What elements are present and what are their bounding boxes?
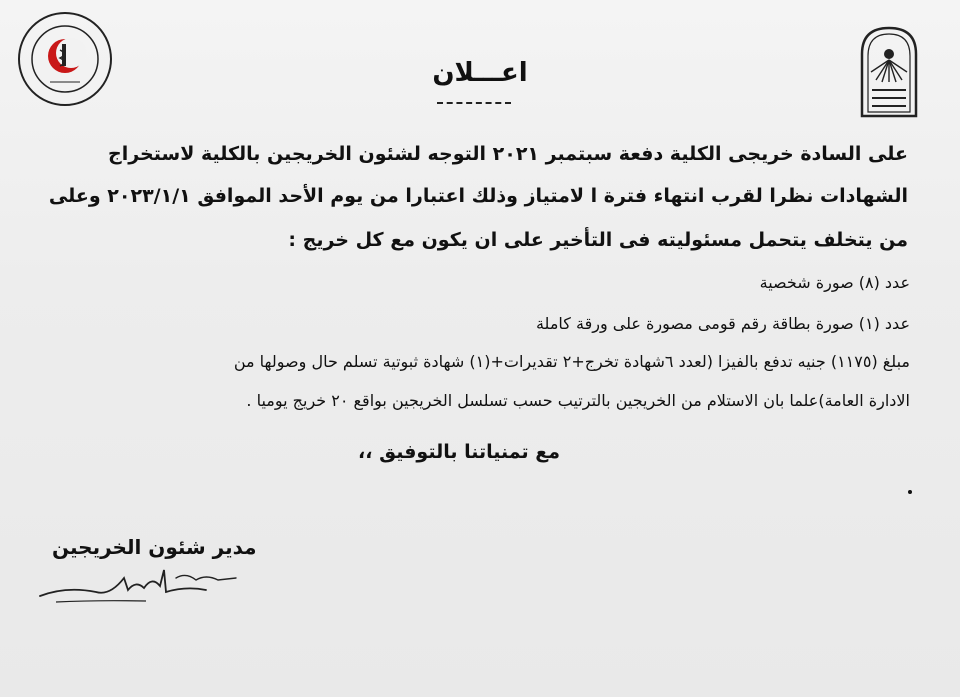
requirement-photos: عدد (٨) صورة شخصية [759, 273, 910, 292]
closing-wishes: مع تمنياتنا بالتوفيق ،، [358, 441, 560, 463]
announcement-title: اعـــلان [432, 58, 528, 88]
paragraph-line-3: من يتخلف يتحمل مسئوليته فى التأخير على ان يكون مع كل خريج : [288, 229, 908, 251]
paragraph-line-1: على السادة خريجى الكلية دفعة سبتمبر ٢٠٢١ التوجه لشئون الخريجين بالكلية لاستخراج [108, 143, 908, 165]
handwritten-signature-icon [36, 556, 256, 606]
requirement-fee: مبلغ (١١٧٥) جنيه تدفع بالفيزا (لعدد ٦شهادة تخرج+٢ تقديرات+(١) شهادة ثبوتية تسلم حال وصولها من [233, 352, 910, 371]
paragraph-line-2: الشهادات نظرا لقرب انتهاء فترة ا لامتياز وذلك اعتبارا من يوم الأحد الموافق ٢٠٢٣/١/١ وعلى [48, 185, 908, 207]
title-divider [437, 102, 511, 104]
signatory-title: مدير شئون الخريجين [52, 535, 257, 559]
requirement-fee-continued: الادارة العامة)علما بان الاستلام من الخريجين بالترتيب حسب تسلسل الخريجين بواقع ٢٠ خريج يوميا . [246, 391, 910, 410]
stray-dot [908, 490, 912, 494]
requirement-id-copy: عدد (١) صورة بطاقة رقم قومى مصورة على ورقة كاملة [535, 314, 910, 333]
